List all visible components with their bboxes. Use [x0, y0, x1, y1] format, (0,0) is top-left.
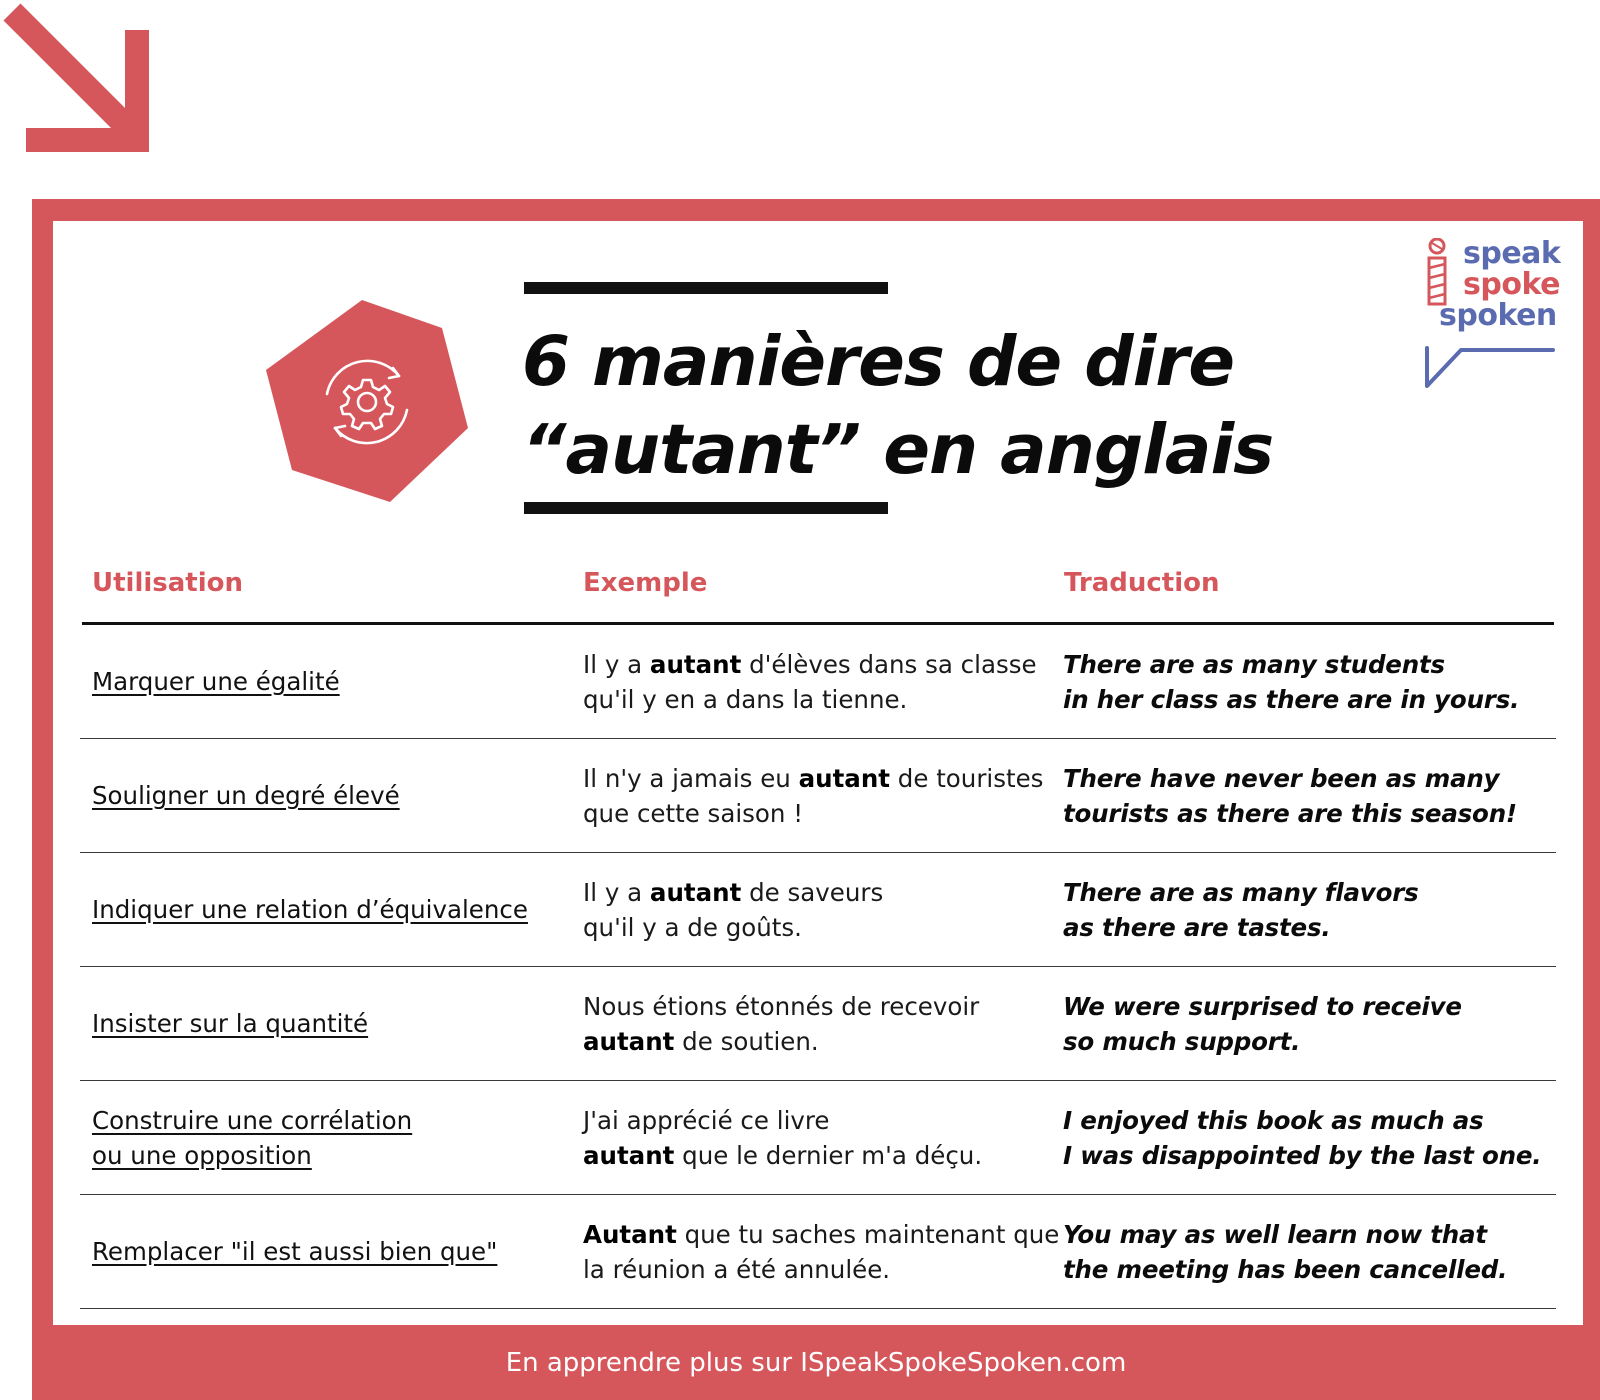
table-row: [80, 739, 1556, 853]
translation-line: We were surprised to receive: [1063, 991, 1462, 1021]
translation-line: so much support.: [1063, 1026, 1301, 1056]
title-line-2: “autant” en anglais: [522, 410, 1274, 490]
example-line: [583, 682, 1053, 717]
table-row: [80, 967, 1556, 1081]
usage-link[interactable]: Marquer une égalité: [92, 667, 340, 696]
example-line: [583, 1252, 1053, 1287]
logo-word-spoken: spoken: [1439, 298, 1557, 333]
example-text: Il y a: [583, 877, 650, 907]
usage-link[interactable]: Construire une corrélation: [92, 1105, 413, 1135]
translation-line: There are as many flavors: [1063, 877, 1419, 907]
keyword-autant: autant: [649, 649, 742, 679]
example-text: J'ai apprécié ce livre: [583, 1105, 830, 1135]
example-line: [583, 1103, 1053, 1138]
translation-cell: [1063, 1195, 1543, 1308]
speech-bubble-icon: [1425, 346, 1555, 394]
usage-link[interactable]: Remplacer "il est aussi bien que": [92, 1237, 498, 1266]
example-line: [583, 796, 1053, 831]
example-text: d'élèves dans sa classe: [741, 649, 1037, 679]
keyword-autant: autant: [649, 877, 742, 907]
table-row: [80, 1081, 1556, 1195]
usage-cell[interactable]: [92, 853, 562, 966]
translation-cell: [1063, 739, 1543, 852]
example-cell: [583, 739, 1053, 852]
example-text: Nous étions étonnés de recevoir: [583, 991, 980, 1021]
usage-cell[interactable]: [92, 967, 562, 1080]
keyword-autant: autant: [583, 1026, 675, 1056]
table-row: [80, 625, 1556, 739]
translation-line: the meeting has been cancelled.: [1063, 1254, 1508, 1284]
example-cell: [583, 625, 1053, 738]
translation-line: in her class as there are in yours.: [1063, 684, 1520, 714]
page-title: [522, 318, 1274, 494]
example-cell: [583, 967, 1053, 1080]
example-line: [583, 989, 1053, 1024]
example-line: [583, 1024, 1053, 1059]
translation-cell: [1063, 853, 1543, 966]
keyword-autant: autant: [798, 763, 890, 793]
keyword-autant: Autant: [583, 1219, 677, 1249]
example-text: qu'il y en a dans la tienne.: [583, 684, 908, 714]
translation-cell: [1063, 967, 1543, 1080]
example-text: que le dernier m'a déçu.: [674, 1140, 983, 1170]
title-rule-bottom: [524, 502, 888, 514]
translation-line: There have never been as many: [1063, 763, 1500, 793]
example-cell: [583, 1195, 1060, 1308]
example-line: [583, 910, 1053, 945]
usage-cell[interactable]: [92, 1081, 562, 1194]
usage-table: [80, 625, 1556, 1309]
translation-cell: [1063, 1081, 1543, 1194]
title-line-1: 6 manières de dire: [522, 322, 1235, 402]
title-rule-top: [524, 282, 888, 294]
gear-refresh-icon: [266, 298, 468, 504]
usage-cell[interactable]: [92, 739, 562, 852]
translation-line: tourists as there are this season!: [1063, 798, 1517, 828]
example-text: Il n'y a jamais eu: [583, 763, 799, 793]
table-row: [80, 1195, 1556, 1309]
translation-line: I was disappointed by the last one.: [1063, 1140, 1542, 1170]
logo-word-spoke: spoke: [1463, 267, 1560, 302]
column-header-usage: Utilisation: [92, 568, 244, 598]
column-header-translation: Traduction: [1064, 568, 1220, 598]
striped-i-icon: [1425, 238, 1449, 306]
usage-cell[interactable]: [92, 1195, 562, 1308]
usage-link[interactable]: Souligner un degré élevé: [92, 781, 400, 810]
example-text: qu'il y a de goûts.: [583, 912, 802, 942]
usage-link[interactable]: Indiquer une relation d’équivalence: [92, 895, 528, 924]
table-row: [80, 853, 1556, 967]
translation-cell: [1063, 625, 1543, 738]
usage-link[interactable]: ou une opposition: [92, 1140, 312, 1170]
example-text: la réunion a été annulée.: [583, 1254, 891, 1284]
column-header-example: Exemple: [583, 568, 708, 598]
keyword-autant: autant: [583, 1140, 675, 1170]
example-text: Il y a: [583, 649, 650, 679]
arrow-down-right-icon: [0, 0, 160, 160]
logo-word-speak: speak: [1463, 236, 1561, 271]
example-line: [583, 647, 1053, 682]
brand-logo[interactable]: [1425, 238, 1565, 393]
translation-line: as there are tastes.: [1063, 912, 1331, 942]
example-cell: [583, 1081, 1053, 1194]
example-line: [583, 1138, 1053, 1173]
usage-cell[interactable]: [92, 625, 562, 738]
example-text: que tu saches maintenant que: [676, 1219, 1060, 1249]
footer-link[interactable]: En apprendre plus sur ISpeakSpokeSpoken.com: [505, 1347, 1127, 1378]
translation-line: There are as many students: [1063, 649, 1445, 679]
example-text: que cette saison !: [583, 798, 804, 828]
translation-line: I enjoyed this book as much as: [1063, 1105, 1484, 1135]
example-line: [583, 761, 1053, 796]
translation-line: You may as well learn now that: [1063, 1219, 1487, 1249]
example-cell: [583, 853, 1053, 966]
example-line: [583, 875, 1053, 910]
example-text: de soutien.: [674, 1026, 819, 1056]
example-text: de saveurs: [741, 877, 884, 907]
example-text: de touristes: [890, 763, 1044, 793]
usage-link[interactable]: Insister sur la quantité: [92, 1009, 369, 1038]
example-line: [583, 1217, 1060, 1252]
